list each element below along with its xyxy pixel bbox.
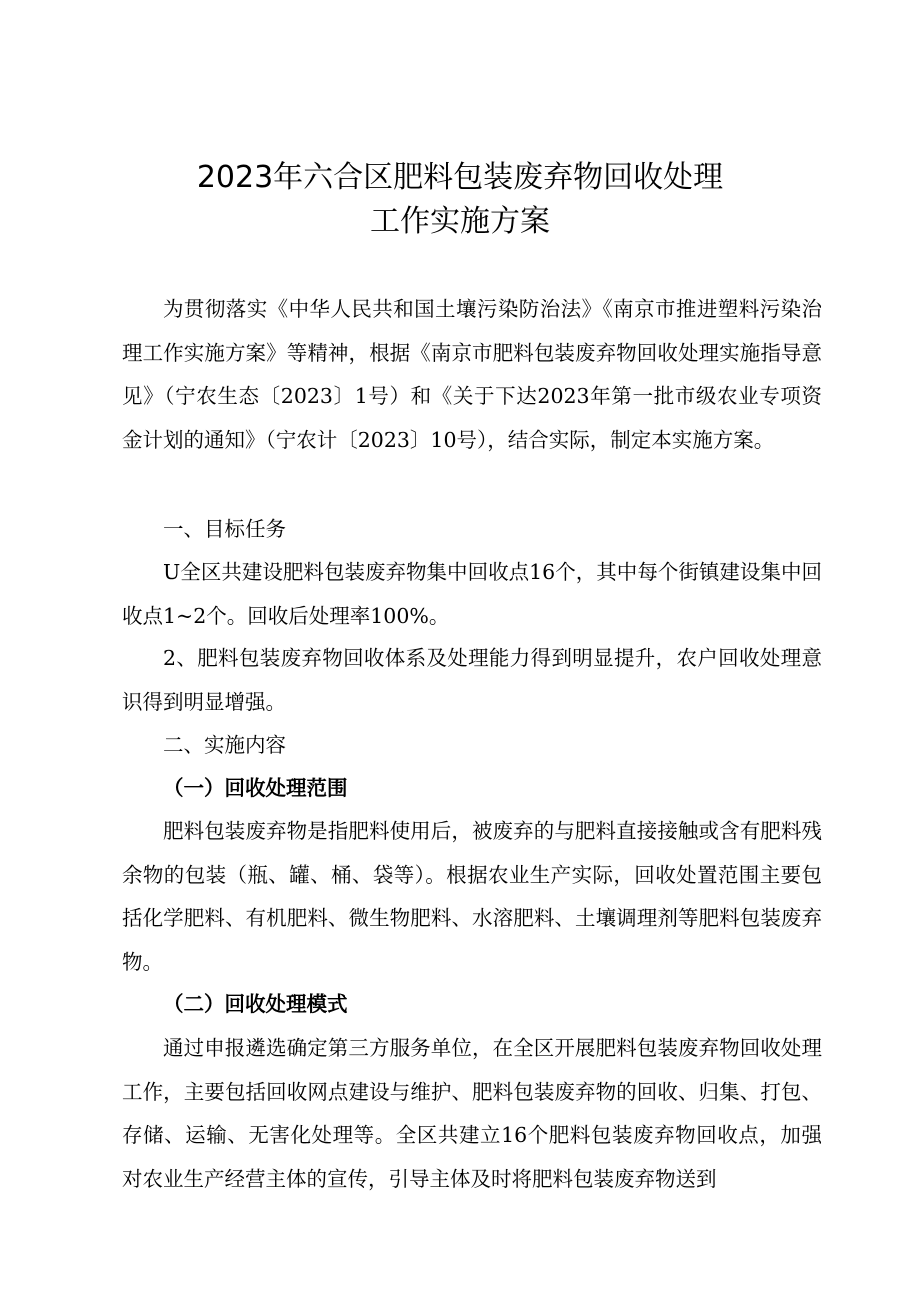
section-heading-content: 二、实施内容 (163, 733, 286, 757)
intro-paragraph: 为贯彻落实《中华人民共和国土壤污染防治法》《南京市推进塑料污染治理工作实施方案》等精神，根据《南京市肥料包装废弃物回收处理实施指导意见》（宁农生态〔2023〕1号）和《关于下达2023年第一批市级农业专项资金计划的通知》（宁农计〔2023〕10号），结合实际，制定本实施方案。 (122, 297, 822, 452)
goal-paragraph-2: 2、肥料包装废弃物回收体系及处理能力得到明显提升，农户回收处理意识得到明显增强。 (122, 646, 822, 714)
document-title-line1: 2023年六合区肥料包装废弃物回收处理 (196, 160, 724, 195)
scope-paragraph: 肥料包装废弃物是指肥料使用后，被废弃的与肥料直接接触或含有肥料残余物的包装（瓶、罐、桶、袋等）。根据农业生产实际，回收处置范围主要包括化学肥料、有机肥料、微生物肥料、水溶肥料、土壤调理剂等肥料包装废弃物。 (122, 819, 822, 974)
subheading-mode: （二）回收处理模式 (163, 992, 348, 1016)
mode-paragraph: 通过申报遴选确定第三方服务单位，在全区开展肥料包装废弃物回收处理工作，主要包括回收网点建设与维护、肥料包装废弃物的回收、归集、打包、存储、运输、无害化处理等。全区共建立16个肥料包装废弃物回收点，加强对农业生产经营主体的宣传，引导主体及时将肥料包装废弃物送到 (122, 1036, 822, 1191)
subheading-scope: （一）回收处理范围 (163, 776, 348, 800)
document-title-line2: 工作实施方案 (370, 204, 550, 239)
section-heading-goals: 一、目标任务 (163, 517, 286, 541)
goal-paragraph-1: U全区共建设肥料包装废弃物集中回收点16个，其中每个街镇建设集中回收点1~2个。回收后处理率100%。 (122, 560, 822, 628)
